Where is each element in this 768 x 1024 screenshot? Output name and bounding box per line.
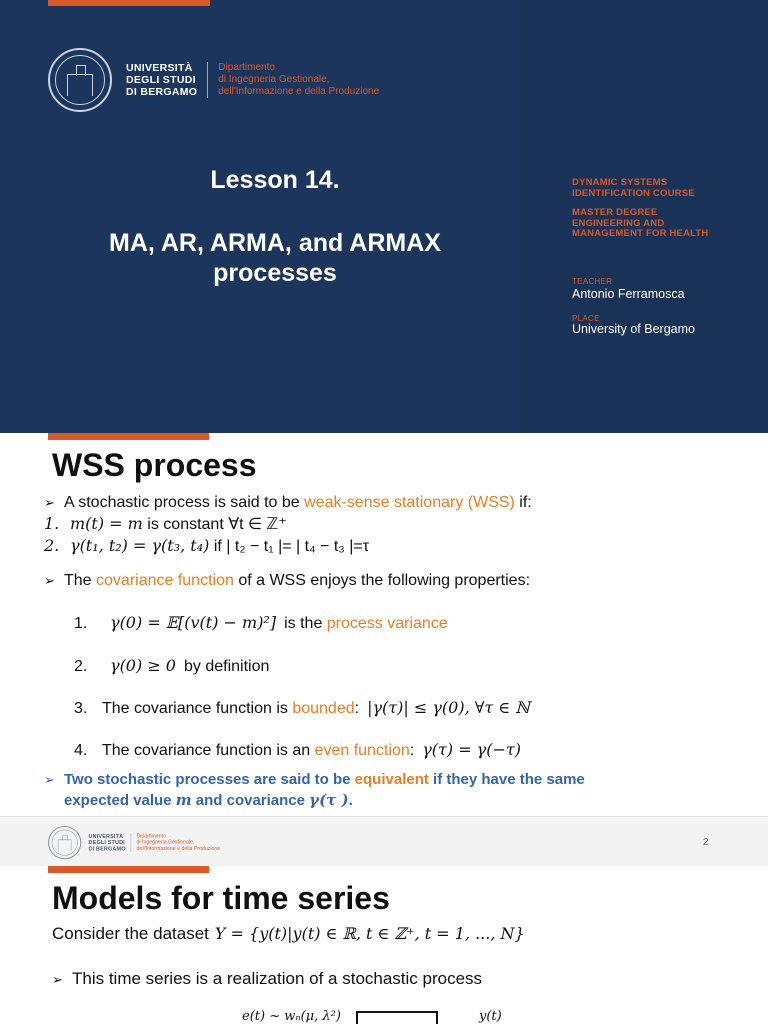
accent-bar xyxy=(48,0,210,6)
university-seal-icon xyxy=(48,48,112,112)
university-name: UNIVERSITÀ DEGLI STUDI DI BERGAMO xyxy=(126,62,208,98)
covariance-intro: ➢ The covariance function of a WSS enjoys the following properties: xyxy=(44,572,531,589)
arrow-bullet-icon: ➢ xyxy=(44,573,55,588)
place-name: University of Bergamo xyxy=(572,322,695,336)
time-series-slide xyxy=(0,866,768,1024)
slide-heading: WSS process xyxy=(52,447,257,483)
dataset-definition: Consider the dataset Y = {y(t)|y(t) ∈ ℝ, t ∈ ℤ⁺, t = 1, ..., N} xyxy=(52,924,525,943)
wss-definition: ➢ A stochastic process is said to be weak-sense stationary (WSS) if: xyxy=(44,494,532,511)
teacher-label: TEACHER xyxy=(572,277,613,286)
slide-footer xyxy=(0,816,768,866)
property-1: 1. γ(0) = 𝔼[(v(t) − m)²] is the process variance xyxy=(74,613,448,632)
place-label: PLACE xyxy=(572,314,600,323)
university-name: UNIVERSITÀ DEGLI STUDI DI BERGAMO xyxy=(89,833,132,852)
condition-1: 1. m(t) = m is constant ∀t ∈ ℤ⁺ xyxy=(44,514,287,533)
lesson-number: Lesson 14. xyxy=(210,166,340,194)
accent-bar xyxy=(48,866,209,873)
diagram-input-label: e(t) ~ wₙ(μ, λ²) xyxy=(242,1009,341,1024)
arrow-bullet-icon: ➢ xyxy=(52,972,63,987)
property-3: 3. The covariance function is bounded: |γ(τ)| ≤ γ(0), ∀τ ∈ ℕ xyxy=(74,698,530,717)
department-name: Dipartimento di Ingegneria Gestionale, dell'Informazione e della Produzione xyxy=(218,62,380,97)
property-4: 4. The covariance function is an even function: γ(τ) = γ(−τ) xyxy=(74,740,521,759)
university-seal-icon xyxy=(48,826,81,859)
page-number: 2 xyxy=(703,837,709,848)
system-block xyxy=(356,1011,438,1024)
department-name: Dipartimento di Ingegneria Gestionale, dell'Informazione e della Produzione xyxy=(136,833,221,852)
degree-name: MASTER DEGREE ENGINEERING AND MANAGEMENT FOR HEALTH xyxy=(572,207,709,239)
wss-process-slide xyxy=(0,433,768,866)
arrow-bullet-icon: ➢ xyxy=(44,772,55,787)
university-logo xyxy=(48,48,379,112)
property-2: 2. γ(0) ≥ 0 by definition xyxy=(74,656,270,675)
realization-bullet: ➢ This time series is a realization of a stochastic process xyxy=(52,969,483,988)
course-name: DYNAMIC SYSTEMS IDENTIFICATION COURSE xyxy=(572,177,695,199)
slide-heading: Models for time series xyxy=(52,880,390,916)
condition-2: 2. γ(t₁, t₂) = γ(t₃, t₄) if | t₂ − t₁ |= | t₄ − t₃ |=τ xyxy=(44,536,370,555)
accent-bar xyxy=(48,433,209,440)
diagram-output-label: y(t) xyxy=(479,1009,502,1024)
teacher-name: Antonio Ferramosca xyxy=(572,287,685,301)
equivalence-note: ➢ Two stochastic processes are said to be equivalent if they have the same expected value m and covariance γ(τ ). xyxy=(44,771,585,809)
title-slide xyxy=(0,0,768,433)
lesson-title: MA, AR, ARMA, and ARMAX processes xyxy=(109,229,441,287)
footer-logo xyxy=(48,826,220,859)
arrow-bullet-icon: ➢ xyxy=(44,495,55,510)
